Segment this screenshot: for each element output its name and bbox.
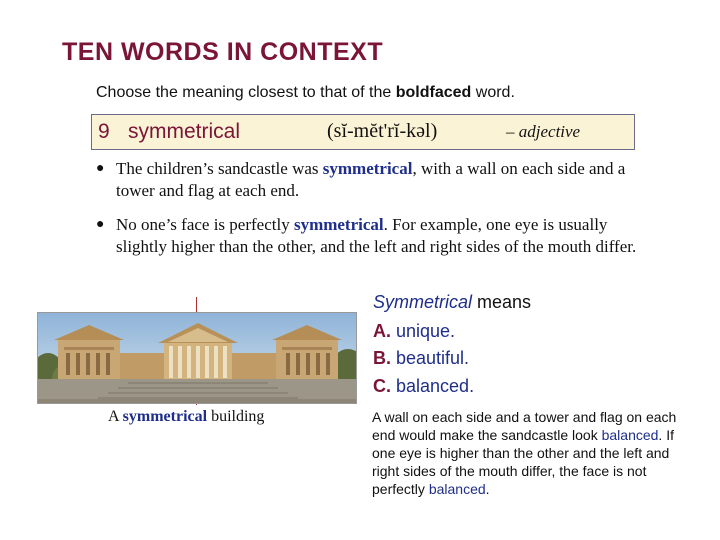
explanation-part: . If one eye is higher than the other and the left and right sides of the mouth differ, the face is not perfectly xyxy=(372,427,674,497)
photo-caption xyxy=(108,408,264,426)
choice-b[interactable] xyxy=(373,348,469,369)
question-prompt xyxy=(373,292,531,313)
choice-text: beautiful. xyxy=(391,348,470,368)
sentence-text xyxy=(96,214,656,258)
instructions-bold-word: boldfaced xyxy=(395,84,472,101)
building-photo xyxy=(37,312,357,404)
page-title: TEN WORDS IN CONTEXT xyxy=(62,38,384,66)
caption-part: A xyxy=(108,408,123,425)
sentence-highlight-word: symmetrical xyxy=(293,215,384,234)
bullet-icon: ● xyxy=(96,161,105,176)
choice-letter: A. xyxy=(373,321,391,341)
choice-text: balanced. xyxy=(391,376,475,396)
bullet-icon: ● xyxy=(96,217,105,232)
choice-letter: C. xyxy=(373,376,391,396)
sentence-part: , with a wall on each side and a tower and flag at each end. xyxy=(116,159,626,200)
sentence-part: No one’s face is perfectly xyxy=(116,215,294,234)
choice-letter: B. xyxy=(373,348,391,368)
instructions-end: word. xyxy=(471,84,515,101)
sentence-highlight-word: symmetrical xyxy=(322,159,413,178)
example-sentence-1 xyxy=(96,158,656,202)
example-sentence-2 xyxy=(96,214,656,258)
instructions-text: Choose the meaning closest to that of the xyxy=(96,84,396,101)
choice-c[interactable] xyxy=(373,376,474,397)
explanation-answer-word: balanced xyxy=(428,481,486,497)
vocabulary-word: symmetrical xyxy=(128,120,241,143)
vocabulary-word-box xyxy=(91,114,635,150)
part-of-speech: – adjective xyxy=(506,122,581,141)
instructions xyxy=(96,84,515,102)
caption-highlight-word: symmetrical xyxy=(122,408,208,425)
question-rest: means xyxy=(472,292,532,312)
answer-explanation xyxy=(372,408,697,498)
explanation-part: A wall on each side and a tower and flag on each end would make the sandcastle look xyxy=(372,409,677,443)
caption-part: building xyxy=(207,408,265,425)
sentence-part: . For example, one eye is usually slightly higher than the other, and the left and right sides of the mouth differ. xyxy=(116,215,637,256)
sentence-text xyxy=(96,158,656,202)
sentence-part: The children’s sandcastle was xyxy=(116,159,323,178)
word-number: 9 xyxy=(98,120,110,143)
pronunciation: (sĭ-mĕt'rĭ-kəl) xyxy=(327,120,438,142)
question-word: Symmetrical xyxy=(373,292,473,312)
explanation-answer-word: balanced xyxy=(601,427,659,443)
explanation-part: . xyxy=(485,481,490,497)
choice-a[interactable] xyxy=(373,321,455,342)
choice-text: unique. xyxy=(391,321,456,341)
